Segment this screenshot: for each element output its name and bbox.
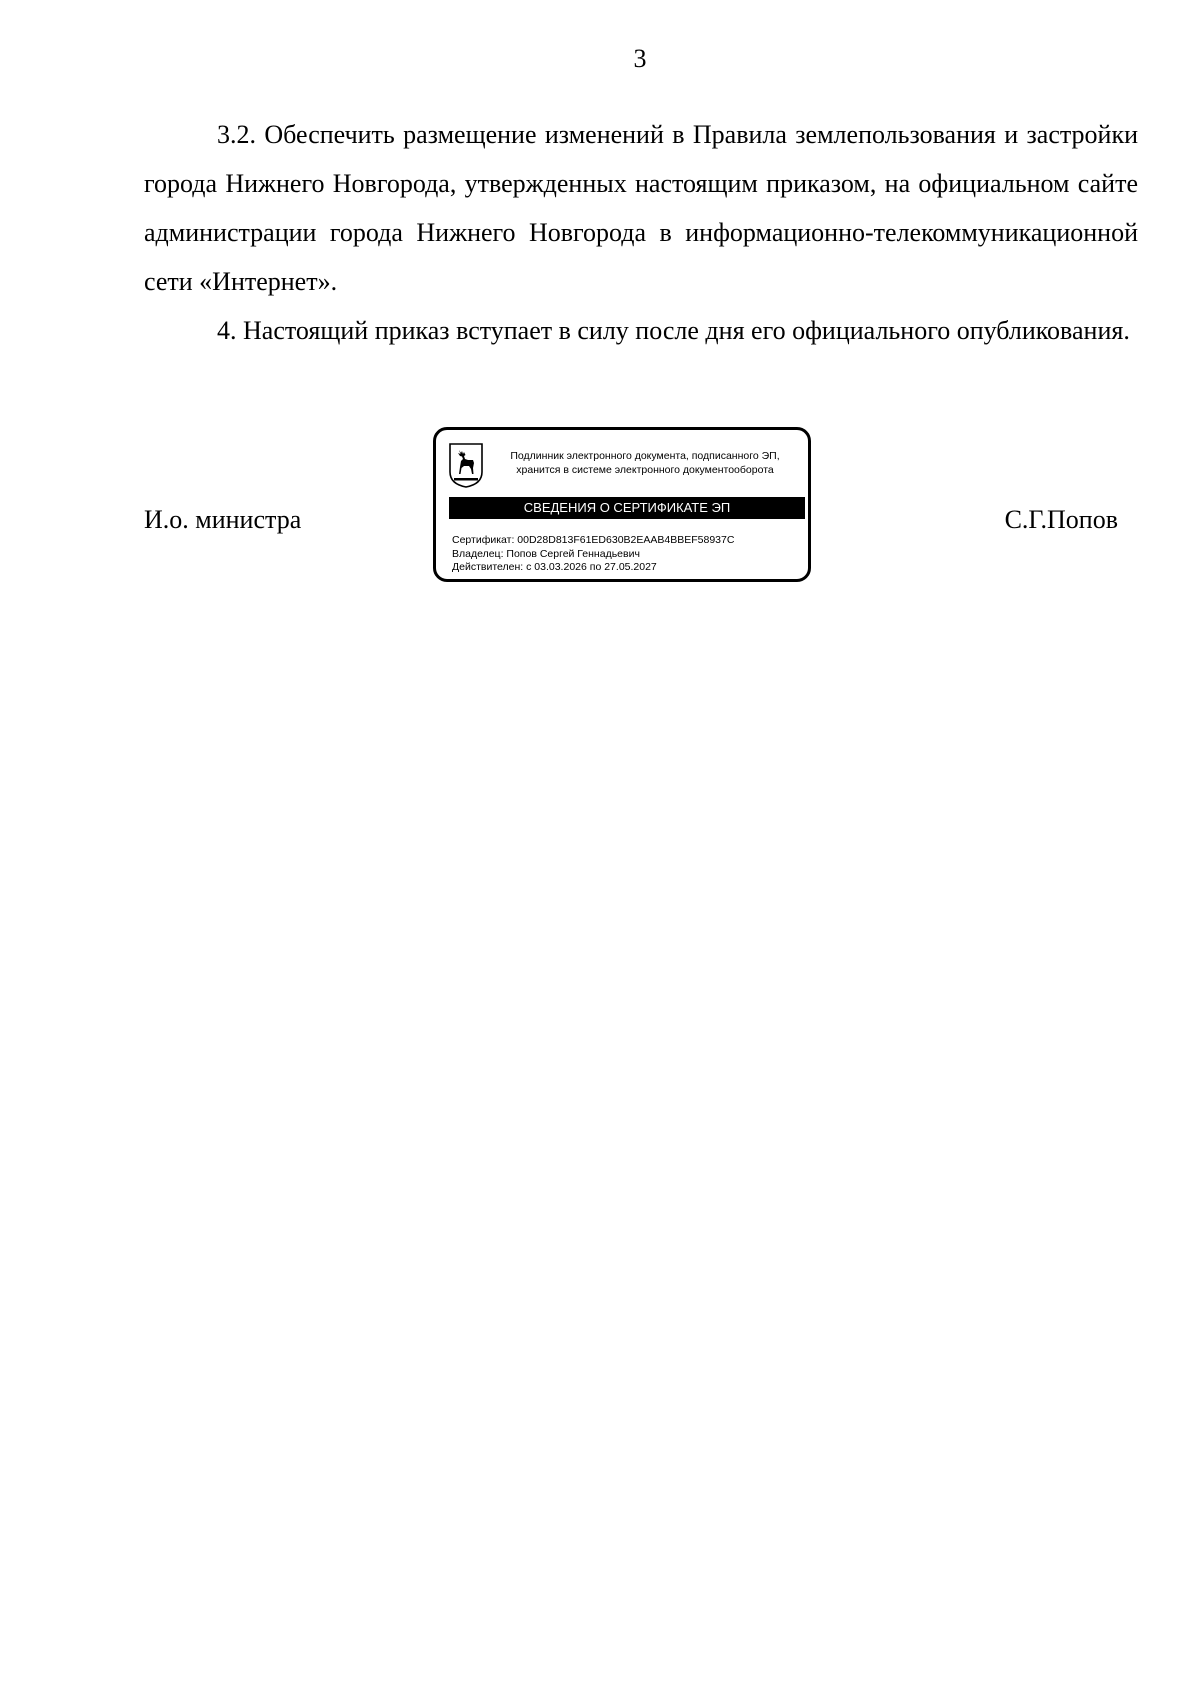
- owner-value: Попов Сергей Геннадьевич: [506, 547, 640, 560]
- paragraph-3-2: 3.2. Обеспечить размещение изменений в Правила землепользования и застройки города Нижнего Новгорода, утвержденных настоящим приказом, на официальном сайте администрации города Нижнего Новгорода в информационно-телекоммуникационной сети «Интернет».: [144, 120, 1138, 296]
- stamp-header-line-1: Подлинник электронного документа, подписанного ЭП,: [510, 450, 780, 462]
- stamp-details: [452, 534, 802, 575]
- stamp-header: [491, 449, 799, 477]
- certificate-value: 00D28D813F61ED630B2EAAB4BBEF58937C: [517, 534, 735, 546]
- valid-from-prefix: с: [526, 561, 532, 573]
- signer-position: И.о. министра: [144, 505, 302, 534]
- validity-row: [452, 561, 802, 575]
- page-number: 3: [633, 44, 647, 73]
- valid-to-prefix: по: [589, 561, 602, 573]
- paragraph-4: 4. Настоящий приказ вступает в силу после дня его официального опубликования.: [217, 316, 1130, 345]
- owner-label: Владелец:: [452, 547, 504, 560]
- nizhny-novgorod-deer-emblem-icon: [448, 442, 484, 488]
- valid-to: 27.05.2027: [604, 561, 657, 573]
- valid-label: Действителен:: [452, 561, 524, 573]
- signer-name: С.Г.Попов: [1004, 505, 1118, 534]
- document-body: [144, 110, 1138, 355]
- owner-row: [452, 548, 802, 562]
- certificate-row: [452, 534, 802, 548]
- stamp-header-line-2: хранится в системе электронного документооборота: [516, 464, 774, 476]
- stamp-certificate-title: СВЕДЕНИЯ О СЕРТИФИКАТЕ ЭП: [449, 497, 805, 519]
- valid-from: 03.03.2026: [534, 561, 587, 573]
- certificate-label: Сертификат:: [452, 534, 515, 546]
- electronic-signature-stamp: [433, 427, 811, 582]
